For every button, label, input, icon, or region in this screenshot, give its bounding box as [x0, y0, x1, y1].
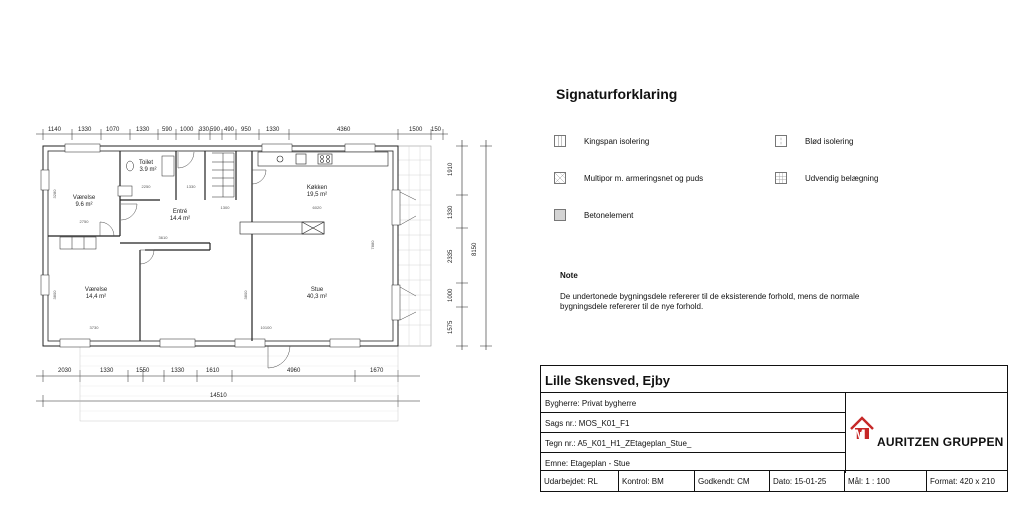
room-vaerelse2-area: 14,4 m²: [85, 294, 107, 300]
dim-top-13: 1500: [409, 127, 423, 133]
dim-inner-3730: 3730: [89, 325, 99, 330]
dim-bottom-total: 14510: [210, 393, 227, 399]
dim-top-12: 4360: [337, 127, 351, 133]
checked-by: Kontrol: BM: [619, 471, 695, 491]
dim-top-10: 950: [241, 127, 252, 133]
dim-inner-6020: 6020: [312, 205, 322, 210]
dim-inner-1300: 1300: [220, 205, 230, 210]
dim-top-5: 590: [162, 127, 173, 133]
dim-top-1: 1140: [48, 127, 61, 133]
dim-top-9: 490: [224, 127, 235, 133]
dim-bottom-3: 1550: [136, 368, 150, 374]
dim-top-6: 1000: [180, 127, 194, 133]
dim-bottom-2: 1330: [100, 368, 114, 374]
dim-right-5: 1575: [448, 320, 454, 334]
date-field: Dato: 15-01-25: [770, 471, 845, 491]
room-toilet-name: Toilet: [138, 160, 154, 166]
logo-text: AURITZEN GRUPPEN: [877, 435, 1004, 449]
legend-title: Signaturforklaring: [556, 86, 678, 102]
client-field: Bygherre: Privat bygherre: [541, 393, 845, 413]
prepared-by: Udarbejdet: RL: [541, 471, 619, 491]
dim-inner-7880: 7880: [370, 240, 375, 250]
room-toilet-area: 3.9 m²: [139, 167, 157, 173]
legend-label-multipor: Multipor m. armeringsnet og puds: [584, 173, 704, 183]
company-logo: [845, 393, 1009, 473]
room-kokken-name: Køkken: [306, 185, 328, 191]
room-vaerelse1-name: Værelse: [72, 195, 96, 201]
dim-right-1: 1910: [448, 162, 454, 176]
dim-inner-3280: 3280: [52, 189, 57, 199]
legend-item-multipor: [554, 172, 703, 184]
room-kokken-area: 19,5 m²: [306, 192, 328, 198]
dim-inner-3800a: 3800: [52, 290, 57, 300]
dim-right-4: 1000: [448, 288, 454, 302]
dim-inner-10100: 10100: [260, 325, 272, 330]
dim-inner-3800b: 3800: [243, 290, 248, 300]
room-entre-area: 14.4 m²: [169, 216, 191, 222]
dim-bottom-6: 4960: [287, 368, 301, 374]
room-stue-name: Stue: [310, 287, 324, 293]
concrete-fill-icon: [554, 209, 566, 221]
note-heading: Note: [560, 271, 578, 280]
title-block: [540, 365, 1008, 492]
dim-top-8: 590: [210, 127, 221, 133]
dim-right-3: 2335: [448, 249, 454, 263]
project-title: Lille Skensved, Ejby: [541, 366, 1007, 393]
soft-insulation-hatch-icon: [775, 135, 787, 147]
case-number-field: Sags nr.: MOS_K01_F1: [541, 413, 845, 433]
note-text: De undertonede bygningsdele refererer til de eksisterende forhold, mens de normale bygningsdele refererer til de nye forhold.: [560, 292, 860, 311]
dim-top-3: 1070: [106, 127, 120, 133]
drawing-number-field: Tegn nr.: A5_K01_H1_ZEtageplan_Stue_: [541, 433, 845, 453]
room-stue-area: 40,3 m²: [306, 294, 328, 300]
dim-right-2: 1330: [448, 205, 454, 219]
room-vaerelse1-area: 9.6 m²: [75, 202, 93, 208]
legend-item-soft-insulation: [775, 135, 853, 147]
logo-letter: M: [854, 426, 866, 442]
multipor-hatch-icon: [554, 172, 566, 184]
title-block-footer: [541, 470, 1007, 491]
dim-inner-1330: 1330: [186, 184, 196, 189]
dim-top-2: 1330: [78, 127, 92, 133]
legend-item-kingspan: [554, 135, 649, 147]
room-entre-name: Entré: [172, 209, 188, 215]
dim-bottom-4: 1330: [171, 368, 185, 374]
legend-label-soft-insulation: Blød isolering: [805, 136, 854, 146]
legend-label-outdoor-paving: Udvendig belægning: [805, 173, 879, 183]
approved-by: Godkendt: CM: [695, 471, 770, 491]
dim-top-4: 1330: [136, 127, 150, 133]
legend-label-concrete: Betonelement: [584, 210, 634, 220]
room-vaerelse2-name: Værelse: [84, 287, 108, 293]
format-field: Format: 420 x 210: [930, 477, 995, 486]
dim-inner-2750: 2750: [79, 219, 89, 224]
dim-inner-2250: 2250: [141, 184, 151, 189]
legend-item-outdoor-paving: [775, 172, 878, 184]
dim-top-11: 1330: [266, 127, 280, 133]
dim-bottom-1: 2030: [58, 368, 72, 374]
subject-field: Emne: Etageplan - Stue: [545, 459, 630, 468]
legend-label-kingspan: Kingspan isolering: [584, 136, 650, 146]
dim-bottom-5: 1610: [206, 368, 220, 374]
dim-inner-3610: 3610: [158, 235, 168, 240]
dim-top-14: 150: [431, 127, 442, 133]
legend-item-concrete: [554, 209, 633, 221]
kingspan-hatch-icon: [554, 135, 566, 147]
dim-top-7: 330: [199, 127, 210, 133]
dim-right-total: 8150: [472, 242, 478, 256]
scale-field: Mål: 1 : 100: [845, 471, 927, 491]
dim-bottom-7: 1670: [370, 368, 384, 374]
grid-hatch-icon: [775, 172, 787, 184]
